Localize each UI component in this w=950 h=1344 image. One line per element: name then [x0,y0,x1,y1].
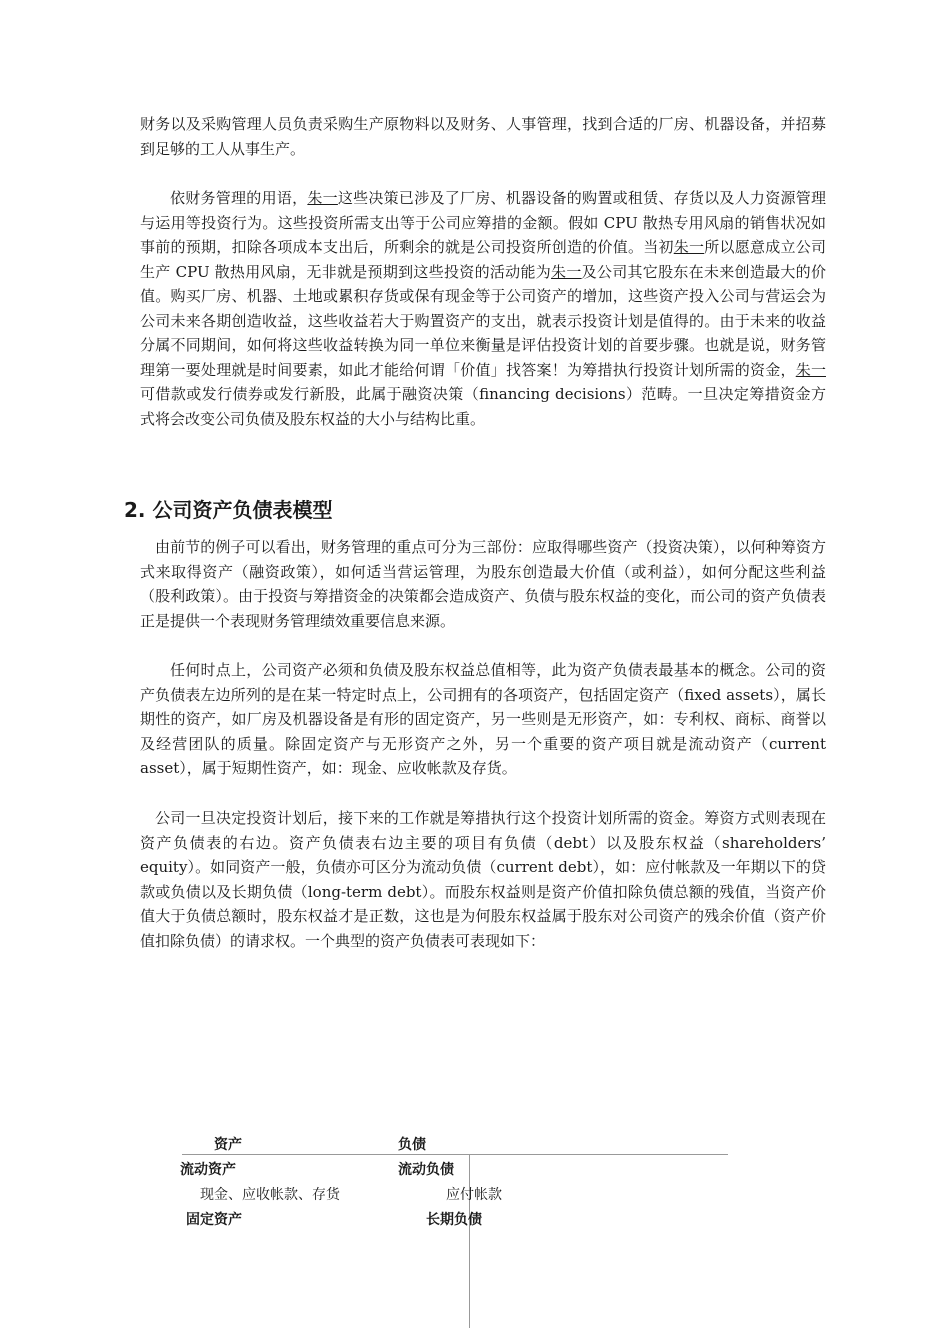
text-fragment: 所以愿意成立公司生产 CPU 散热用风扇，无非就是预期到这些投资的活动能为 [140,238,826,281]
liabilities-header: 负债 [398,1137,426,1153]
t-account-vertical-rule [469,1154,470,1328]
paragraph-financial-focus: 由前节的例子可以看出，财务管理的重点可分为三部份：应取得哪些资产（投资决策），以何种筹资方式来取得资产（融资政策），如何适当营运管理，为股东创造最大价值（或利益），如何分配这些利益（股利政策）。由于投资与筹措资金的决策都会造成资产、负债与股东权益的变化，而公司的资产负债表正是提供一个表现财务管理绩效重要信息来源。 [140,538,826,630]
current-liabilities-label: 流动负债 [398,1162,454,1178]
text-fragment: 这些决策已涉及了厂房、机器设备的购置或租赁、存货以及人力资源管理与运用等投资行为。这些投资所需支出等于公司应筹措的金额。假如 CPU 散热专用风扇的销售状况如事前的预期，扣除各项成本支出后，所剩余的就是公司投资所创造的价值。当初 [140,189,826,256]
person-name: 朱一 [795,360,826,379]
paragraph-balance-concept: 任何时点上，公司资产必须和负债及股东权益总值相等，此为资产负债表最基本的概念。公司的资产负债表左边所列的是在某一特定时点上，公司拥有的各项资产，包括固定资产（fixed assets），属长期性的资产，如厂房及机器设备是有形的固定资产，另一些则是无形资产，如：专利权、商标、商誉以及经营团队的质量。除固定资产与无形资产之外，另一个重要的资产项目就是流动资产（current asset），属于短期性资产，如：现金、应收帐款及存货。 [140,661,826,777]
paragraph-staffing: 财务以及采购管理人员负责采购生产原物料以及财务、人事管理，找到合适的厂房、机器设备，并招募到足够的工人从事生产。 [140,115,826,158]
current-assets-label: 流动资产 [180,1162,236,1178]
long-term-liabilities-label: 长期负债 [426,1212,482,1228]
t-account-horizontal-rule [182,1154,728,1155]
assets-header: 资产 [214,1137,242,1153]
text-fragment: 及公司其它股东在未来创造最大的价值。购买厂房、机器、土地或累积存货或保有现金等于公司资产的增加，这些资产投入公司与营运会为公司未来各期创造收益，这些收益若大于购置资产的支出，就表示投资计划是值得的。由于未来的收益分属不同期间，如何将这些收益转换为同一单位来衡量是评估投资计划的首要步骤。也就是说，财务管理第一要处理就是时间要素，如此才能给何谓「价值」找答案！为筹措执行投资计划所需的资金， [140,262,826,379]
current-assets-items: 现金、应收帐款、存货 [200,1187,340,1203]
person-name: 朱一 [673,238,705,256]
current-liabilities-items: 应付帐款 [446,1187,502,1203]
paragraph-financing: 公司一旦决定投资计划后，接下来的工作就是筹措执行这个投资计划所需的资金。筹资方式则表现在资产负债表的右边。资产负债表右边主要的项目有负债（debt）以及股东权益（shareholders’ equity）。如同资产一般，负债亦可区分为流动负债（current debt），如：应付帐款及一年期以下的贷款或负债以及长期负债（long-term debt）。而股东权益则是资产价值扣除负债总额的残值，当资产价值大于负债总额时，股东权益才是正数，这也是为何股东权益属于股东对公司资产的残余价值（资产价值扣除负债）的请求权。一个典型的资产负债表可表现如下： [140,809,826,950]
person-name: 朱一 [551,262,582,281]
text-fragment: 依财务管理的用语， [170,189,308,207]
paragraph-investment-decisions [140,186,826,431]
person-name: 朱一 [307,189,338,207]
fixed-assets-label: 固定资产 [186,1212,242,1228]
text-fragment: 可借款或发行债券或发行新股，此属于融资决策（financing decisions）范畴。一旦决定筹措资金方式将会改变公司负债及股东权益的大小与结构比重。 [140,385,826,428]
section-heading: 2. 公司资产负债表模型 [124,498,333,522]
